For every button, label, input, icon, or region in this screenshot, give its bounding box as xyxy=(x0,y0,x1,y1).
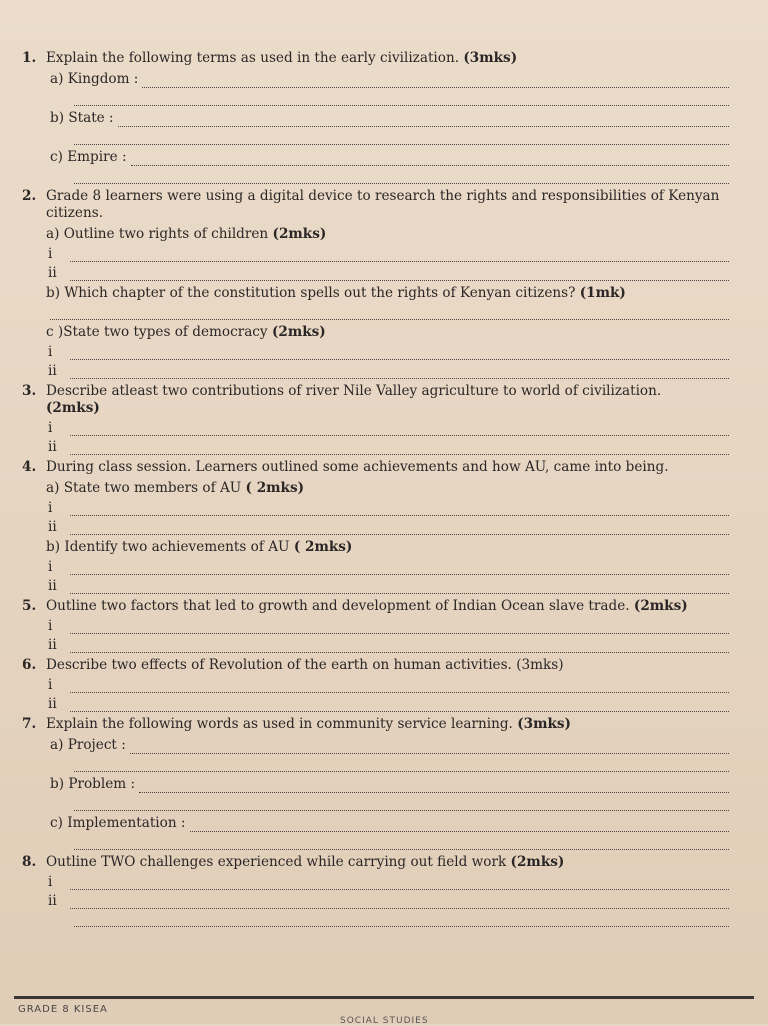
question-6 xyxy=(22,657,737,712)
numeral: i xyxy=(48,618,53,634)
numeral: ii xyxy=(48,578,57,594)
numeral: i xyxy=(48,500,53,516)
marks: (2mks) xyxy=(633,598,688,614)
sub-label: a) Project : xyxy=(50,737,126,753)
numeral: ii xyxy=(48,363,57,379)
question-number: 8. xyxy=(22,854,37,870)
answer-line[interactable] xyxy=(74,839,729,850)
answer-line[interactable] xyxy=(74,173,729,184)
sub-question: a) State two members of AU xyxy=(46,480,242,496)
answer-line[interactable] xyxy=(70,268,729,281)
sub-question: a) Outline two rights of children xyxy=(46,226,269,242)
marks: (2mks) xyxy=(271,324,326,340)
question-number: 5. xyxy=(22,598,37,614)
question-number: 3. xyxy=(22,383,37,399)
answer-line[interactable] xyxy=(70,621,729,634)
answer-line[interactable] xyxy=(139,780,729,793)
numeral: i xyxy=(48,344,53,360)
answer-line[interactable] xyxy=(74,761,729,772)
question-number: 4. xyxy=(22,459,37,475)
question-prompt: Outline TWO challenges experienced while carrying out field work xyxy=(46,854,507,870)
answer-line[interactable] xyxy=(70,442,729,455)
numeral: ii xyxy=(48,265,57,281)
question-5 xyxy=(22,598,737,653)
answer-line[interactable] xyxy=(70,347,729,360)
question-number: 1. xyxy=(22,50,37,66)
sub-label: b) State : xyxy=(50,110,114,126)
marks: ( 2mks) xyxy=(293,539,353,555)
answer-line[interactable] xyxy=(70,640,729,653)
answer-line[interactable] xyxy=(130,741,729,754)
footer-subject-label: SOCIAL STUDIES xyxy=(340,1016,429,1026)
numeral: i xyxy=(48,677,53,693)
answer-line[interactable] xyxy=(74,800,729,811)
question-prompt: Grade 8 learners were using a digital device to research the rights and responsibilities of Kenyan citizens. xyxy=(46,188,720,221)
answer-line[interactable] xyxy=(70,562,729,575)
answer-line[interactable] xyxy=(142,75,729,88)
numeral: ii xyxy=(48,439,57,455)
numeral: ii xyxy=(48,637,57,653)
answer-line[interactable] xyxy=(70,896,729,909)
answer-line[interactable] xyxy=(70,581,729,594)
marks: (2mks) xyxy=(510,854,565,870)
marks: (2mks) xyxy=(46,400,100,416)
marks: (3mks) xyxy=(516,657,564,673)
marks: (3mks) xyxy=(463,50,518,66)
footer-grade-label: GRADE 8 KISEA xyxy=(18,1004,108,1015)
numeral: i xyxy=(48,874,53,890)
sub-question: b) Identify two achievements of AU xyxy=(46,539,290,555)
marks: (3mks) xyxy=(517,716,571,732)
numeral: ii xyxy=(48,519,57,535)
answer-line[interactable] xyxy=(190,819,730,832)
footer-rule xyxy=(14,996,754,999)
question-3 xyxy=(22,383,737,455)
answer-line[interactable] xyxy=(74,134,729,145)
marks: (2mks) xyxy=(272,226,327,242)
sub-question: b) Which chapter of the constitution spells out the rights of Kenyan citizens? xyxy=(46,285,576,301)
numeral: i xyxy=(48,420,53,436)
answer-line[interactable] xyxy=(70,680,729,693)
answer-line[interactable] xyxy=(118,114,729,127)
question-sheet xyxy=(22,50,737,931)
answer-line[interactable] xyxy=(131,153,729,166)
answer-line[interactable] xyxy=(70,366,729,379)
question-prompt: Describe atleast two contributions of river Nile Valley agriculture to world of civilization. xyxy=(46,383,662,399)
numeral: ii xyxy=(48,696,57,712)
question-prompt: Describe two effects of Revolution of the earth on human activities. xyxy=(46,657,512,673)
answer-line[interactable] xyxy=(70,503,729,516)
answer-line[interactable] xyxy=(70,249,729,262)
sub-label: c) Empire : xyxy=(50,149,127,165)
marks: (1mk) xyxy=(579,285,626,301)
question-1 xyxy=(22,50,737,184)
numeral: i xyxy=(48,559,53,575)
question-8 xyxy=(22,854,737,927)
answer-line[interactable] xyxy=(74,916,729,927)
question-prompt: Explain the following words as used in community service learning. xyxy=(46,716,513,732)
numeral: i xyxy=(48,246,53,262)
answer-line[interactable] xyxy=(50,309,729,320)
answer-line[interactable] xyxy=(70,877,729,890)
question-prompt: During class session. Learners outlined some achievements and how AU, came into being. xyxy=(46,459,669,475)
sub-label: b) Problem : xyxy=(50,776,136,792)
answer-line[interactable] xyxy=(74,95,729,106)
answer-line[interactable] xyxy=(70,699,729,712)
question-number: 6. xyxy=(22,657,37,673)
sub-label: c) Implementation : xyxy=(50,815,186,831)
question-4 xyxy=(22,459,737,594)
question-number: 2. xyxy=(22,188,37,204)
question-prompt: Explain the following terms as used in the early civilization. xyxy=(46,50,460,66)
answer-line[interactable] xyxy=(70,423,729,436)
question-7 xyxy=(22,716,737,850)
answer-line[interactable] xyxy=(70,522,729,535)
question-number: 7. xyxy=(22,716,37,732)
marks: ( 2mks) xyxy=(245,480,305,496)
sub-question: c )State two types of democracy xyxy=(46,324,268,340)
numeral: ii xyxy=(48,893,57,909)
sub-label: a) Kingdom : xyxy=(50,71,139,87)
question-2 xyxy=(22,188,737,379)
question-prompt: Outline two factors that led to growth and development of Indian Ocean slave trade. xyxy=(46,598,630,614)
